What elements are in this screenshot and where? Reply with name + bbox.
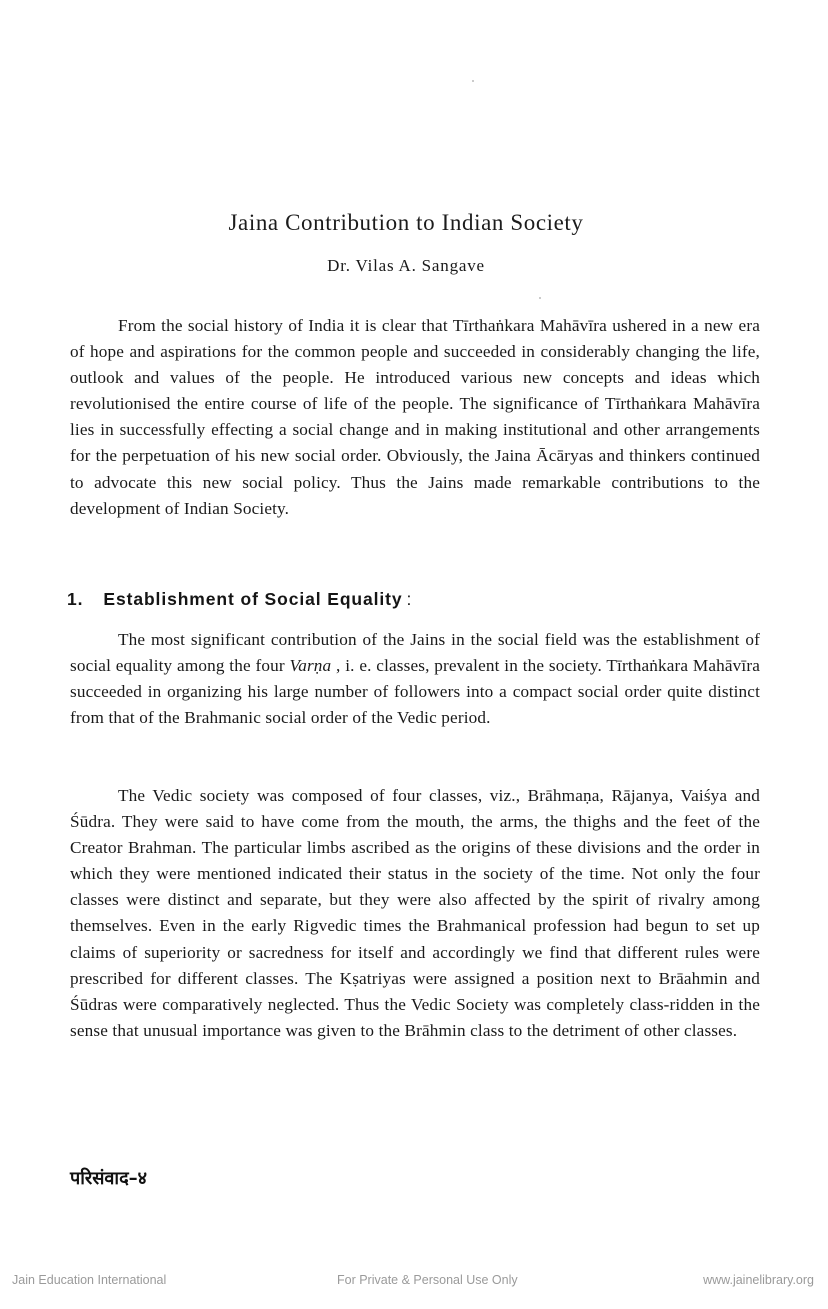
section-number: 1.	[67, 589, 84, 609]
page-mark: परिसंवाद–४	[70, 1168, 148, 1189]
varna-term: Varṇa	[289, 656, 332, 676]
section-heading	[67, 589, 412, 610]
document-title: Jaina Contribution to Indian Society	[228, 210, 584, 235]
footer-usage-note: For Private & Personal Use Only	[337, 1273, 518, 1287]
scan-speck	[472, 80, 474, 82]
section-title: Establishment of Social Equality	[103, 589, 403, 609]
footer-publisher: Jain Education International	[12, 1273, 167, 1287]
footer-bar	[0, 1273, 828, 1293]
scan-speck	[539, 297, 541, 299]
paragraph-vedic-society: The Vedic society was composed of four classes, viz., Brāhmaṇa, Rājanya, Vaiśya and Śūdra. They were said to have come from the mouth, the arms, the thighs and the feet of the Creator Brahman. The particular limbs ascribed as the origins of these divisions and the order in which they were mentioned indicated their status in the society of the time. Not only the four classes were distinct and separate, but they were also affected by the spirit of rivalry among themselves. Even in the early Rigvedic times the Brahmanical profession had begun to set up claims of superiority or sacredness for itself and accordingly we find that different rules were prescribed for different classes. The Kṣatriyas were assigned a position next to Brāahmin and Śūdras were comparatively neglected. Thus the Vedic Society was completely class-ridden in the sense that unusual importance was given to the Brāhmin class to the detriment of other classes.	[70, 786, 760, 1040]
footer-website-link[interactable]: www.jainelibrary.org	[703, 1273, 814, 1287]
author-name: Dr. Vilas A. Sangave	[327, 256, 485, 275]
paragraph-intro: From the social history of India it is clear that Tīrthaṅkara Mahāvīra ushered in a new era of hope and aspirations for the common people and succeeded in considerably changing the life, outlook and values of the people. He introduced various new concepts and ideas which revolutionised the entire course of life of the people. The significance of Tīrthaṅkara Mahāvīra lies in successfully effecting a social change and in making institutional and other arrangements for the perpetuation of his new social order. Obviously, the Jaina Ācāryas and thinkers continued to advocate this new social policy. Thus the Jains made remarkable contributions to the development of Indian Society.	[70, 316, 760, 518]
section-colon: :	[406, 589, 413, 609]
paragraph-social-equality: The most significant contribution of the Jains in the social field was the establishment of social equality among the four Varṇa , i. e. classes, prevalent in the society. Tīrthaṅkara Mahāvīra succeeded in organizing his large number of followers into a compact social order quite distinct from that of the Brahmanic social order of the Vedic period.	[70, 630, 760, 728]
